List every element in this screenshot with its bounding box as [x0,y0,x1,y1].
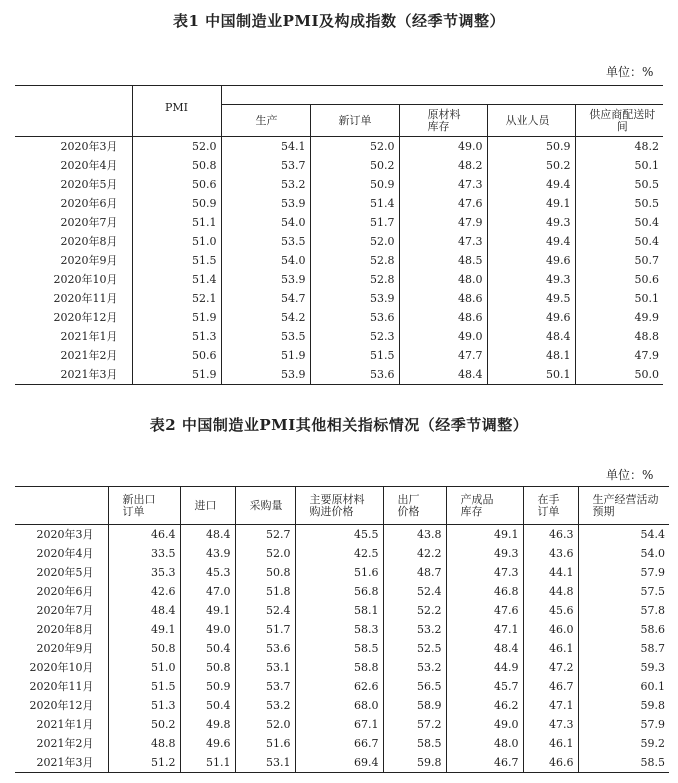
table2-cell: 58.8 [295,658,383,677]
table1-header-raw-inventory: 原材料 库存 [399,105,487,137]
table2-cell: 46.6 [523,753,578,773]
table2-unit: 单位：% [606,468,654,482]
table2-cell: 46.3 [523,525,578,545]
table1-cell: 48.6 [399,289,487,308]
table2-cell: 49.0 [446,715,523,734]
table1-row [15,289,663,308]
table2-cell: 51.6 [235,734,295,753]
table2-cell: 46.7 [523,677,578,696]
table1-cell: 48.0 [399,270,487,289]
table2-cell: 66.7 [295,734,383,753]
table1-cell: 52.3 [310,327,399,346]
table1-cell: 53.9 [221,365,310,385]
table1-cell: 50.0 [575,365,663,385]
table1-cell: 49.5 [487,289,575,308]
row-label: 2020年6月 [36,585,94,598]
table1-cell: 51.9 [132,308,221,327]
table2-cell: 47.1 [446,620,523,639]
table2-row [15,563,669,582]
table2-cell: 35.3 [108,563,180,582]
table2-row [15,658,669,677]
table1-cell: 49.3 [487,270,575,289]
table1-cell: 50.9 [310,175,399,194]
table1-cell: 53.6 [310,365,399,385]
table2-cell: 53.2 [383,620,446,639]
table2-cell: 60.1 [578,677,669,696]
table2-cell: 50.8 [108,639,180,658]
row-label: 2020年7月 [36,604,94,617]
table1-cell: 48.6 [399,308,487,327]
table1-cell: 51.9 [221,346,310,365]
table2-cell: 46.1 [523,734,578,753]
table1-header-corner [15,86,132,137]
table2-header-cell: 生产经营活动 预期 [578,487,669,525]
table1-cell: 53.9 [221,270,310,289]
table1-cell: 49.1 [487,194,575,213]
table1-cell: 52.0 [132,137,221,157]
table1-row [15,137,663,157]
row-label: 2021年3月 [36,756,94,769]
table2-cell: 46.8 [446,582,523,601]
row-label: 2021年3月 [60,368,118,381]
table1-cell: 53.5 [221,327,310,346]
table2-cell: 52.4 [383,582,446,601]
table1-row [15,270,663,289]
row-label: 2021年2月 [60,349,118,362]
table2-cell: 47.1 [523,696,578,715]
table1-cell: 50.9 [487,137,575,157]
table2-cell: 47.3 [523,715,578,734]
table2-cell: 49.1 [108,620,180,639]
table2-header-corner [15,487,108,525]
table2-cell: 67.1 [295,715,383,734]
table1-cell: 49.4 [487,232,575,251]
table1-cell: 49.6 [487,308,575,327]
table2-cell: 53.6 [235,639,295,658]
table2-cell: 53.1 [235,658,295,677]
table1-cell: 49.9 [575,308,663,327]
table1-cell: 51.9 [132,365,221,385]
table2-cell: 33.5 [108,544,180,563]
table2-row [15,677,669,696]
table2-cell: 58.5 [383,734,446,753]
table2-cell: 50.9 [180,677,235,696]
row-label: 2021年1月 [60,330,118,343]
table2-header-cell: 进口 [180,487,235,525]
table2-cell: 52.0 [235,715,295,734]
table2-cell: 43.8 [383,525,446,545]
table1-row [15,156,663,175]
table1-cell: 48.8 [575,327,663,346]
table1-cell: 49.0 [399,327,487,346]
table1-row [15,308,663,327]
table2-cell: 45.3 [180,563,235,582]
table1-cell: 50.5 [575,175,663,194]
table2-cell: 57.9 [578,563,669,582]
table1-cell: 53.9 [310,289,399,308]
table2-cell: 50.4 [180,696,235,715]
table1-cell: 47.9 [575,346,663,365]
table2-cell: 54.0 [578,544,669,563]
table1-cell: 49.3 [487,213,575,232]
table2-row [15,582,669,601]
table2-row [15,696,669,715]
table2-header-cell: 在手 订单 [523,487,578,525]
row-label: 2020年9月 [60,254,118,267]
table1-pmi-components [15,85,663,385]
table1-cell: 51.7 [310,213,399,232]
table1-cell: 50.2 [310,156,399,175]
table2-cell: 51.1 [180,753,235,773]
table2-header-cell: 新出口 订单 [108,487,180,525]
table2-pmi-other-indicators [15,486,669,773]
table1-cell: 50.5 [575,194,663,213]
table2-cell: 43.9 [180,544,235,563]
table1-cell: 48.5 [399,251,487,270]
table1-cell: 51.3 [132,327,221,346]
table1-title: 表1 中国制造业PMI及构成指数（经季节调整） [172,12,506,30]
table2-row [15,734,669,753]
table1-cell: 52.8 [310,270,399,289]
table2-cell: 50.4 [180,639,235,658]
table1-cell: 54.0 [221,213,310,232]
table2-cell: 47.2 [523,658,578,677]
table2-cell: 53.7 [235,677,295,696]
table2-cell: 50.8 [235,563,295,582]
row-label: 2020年12月 [29,699,94,712]
table1-cell: 54.7 [221,289,310,308]
table2-cell: 51.3 [108,696,180,715]
table1-cell: 51.5 [132,251,221,270]
table2-cell: 56.5 [383,677,446,696]
table2-cell: 52.7 [235,525,295,545]
table2-cell: 47.3 [446,563,523,582]
table1-cell: 47.7 [399,346,487,365]
table2-cell: 53.2 [383,658,446,677]
table1-cell: 48.2 [399,156,487,175]
table1-cell: 51.1 [132,213,221,232]
table2-cell: 49.6 [180,734,235,753]
row-label: 2020年9月 [36,642,94,655]
table2-cell: 50.8 [180,658,235,677]
table2-cell: 44.8 [523,582,578,601]
table2-cell: 45.7 [446,677,523,696]
table2-cell: 58.1 [295,601,383,620]
table2-cell: 59.2 [578,734,669,753]
row-label: 2020年4月 [60,159,118,172]
table1-cell: 52.1 [132,289,221,308]
table1-cell: 50.7 [575,251,663,270]
table2-cell: 51.6 [295,563,383,582]
table1-cell: 53.5 [221,232,310,251]
row-label: 2020年5月 [36,566,94,579]
table1-row [15,327,663,346]
table1-cell: 52.0 [310,137,399,157]
table2-cell: 42.6 [108,582,180,601]
table2-cell: 57.8 [578,601,669,620]
table1-cell: 52.0 [310,232,399,251]
table2-cell: 44.9 [446,658,523,677]
row-label: 2021年2月 [36,737,94,750]
table1-cell: 51.4 [310,194,399,213]
table2-cell: 59.8 [383,753,446,773]
table1-cell: 50.9 [132,194,221,213]
row-label: 2020年3月 [15,137,132,157]
table2-row [15,601,669,620]
row-label: 2020年12月 [53,311,118,324]
table2-row [15,753,669,773]
row-label: 2020年10月 [29,661,94,674]
table1-cell: 52.8 [310,251,399,270]
table2-cell: 48.4 [446,639,523,658]
row-label: 2020年6月 [60,197,118,210]
table1-header-group [221,86,663,105]
table1-row [15,175,663,194]
table1-header-production: 生产 [221,105,310,137]
table1-cell: 50.4 [575,232,663,251]
row-label: 2020年7月 [60,216,118,229]
row-label: 2020年11月 [53,292,118,305]
table1-cell: 47.9 [399,213,487,232]
table2-cell: 50.2 [108,715,180,734]
table1-cell: 48.4 [487,327,575,346]
table2-cell: 42.5 [295,544,383,563]
table2-row [15,715,669,734]
table2-header-cell: 产成品 库存 [446,487,523,525]
table1-cell: 49.4 [487,175,575,194]
table2-cell: 69.4 [295,753,383,773]
table2-title: 表2 中国制造业PMI其他相关指标情况（经季节调整） [149,416,529,434]
table2-cell: 42.2 [383,544,446,563]
table2-cell: 49.3 [446,544,523,563]
table1-cell: 54.1 [221,137,310,157]
table1-cell: 51.4 [132,270,221,289]
table1-cell: 47.3 [399,232,487,251]
table2-row [15,620,669,639]
table2-cell: 62.6 [295,677,383,696]
table1-cell: 50.1 [487,365,575,385]
table1-unit: 单位：% [606,65,654,79]
table1-row [15,251,663,270]
row-label: 2020年11月 [29,680,94,693]
table2-cell: 46.0 [523,620,578,639]
row-label: 2020年8月 [60,235,118,248]
table1-header-new-orders: 新订单 [310,105,399,137]
table2-cell: 49.1 [180,601,235,620]
table2-header-cell: 出厂 价格 [383,487,446,525]
table1-row [15,346,663,365]
table1-row [15,232,663,251]
table2-cell: 51.0 [108,658,180,677]
table1-cell: 47.3 [399,175,487,194]
table2-cell: 46.1 [523,639,578,658]
table1-cell: 50.6 [132,346,221,365]
table2-cell: 68.0 [295,696,383,715]
table2-cell: 58.5 [295,639,383,658]
table2-cell: 47.0 [180,582,235,601]
table2-cell: 52.2 [383,601,446,620]
table2-cell: 53.1 [235,753,295,773]
table1-cell: 54.0 [221,251,310,270]
table2-cell: 51.5 [108,677,180,696]
table2-cell: 58.7 [578,639,669,658]
table2-cell: 48.4 [108,601,180,620]
table2-cell: 51.7 [235,620,295,639]
table2-cell: 45.5 [295,525,383,545]
table1-cell: 53.9 [221,194,310,213]
table1-cell: 50.4 [575,213,663,232]
table2-cell: 49.1 [446,525,523,545]
table2-cell: 47.6 [446,601,523,620]
table1-cell: 48.4 [399,365,487,385]
table2-cell: 48.0 [446,734,523,753]
table2-cell: 58.5 [578,753,669,773]
table2-cell: 59.3 [578,658,669,677]
table1-cell: 50.8 [132,156,221,175]
table2-cell: 52.5 [383,639,446,658]
table2-cell: 58.6 [578,620,669,639]
table2-cell: 52.0 [235,544,295,563]
table2-cell: 57.2 [383,715,446,734]
table1-cell: 49.6 [487,251,575,270]
table1-cell: 50.6 [132,175,221,194]
row-label: 2020年3月 [15,525,108,545]
table1-cell: 50.2 [487,156,575,175]
table2-cell: 57.5 [578,582,669,601]
row-label: 2020年5月 [60,178,118,191]
table2-cell: 48.8 [108,734,180,753]
table2-cell: 48.7 [383,563,446,582]
table2-cell: 58.9 [383,696,446,715]
table2-cell: 59.8 [578,696,669,715]
table1-cell: 51.5 [310,346,399,365]
table2-row [15,639,669,658]
table1-cell: 50.6 [575,270,663,289]
table2-cell: 48.4 [180,525,235,545]
table1-header-employment: 从业人员 [487,105,575,137]
table1-cell: 53.7 [221,156,310,175]
table2-header-cell: 主要原材料 购进价格 [295,487,383,525]
table1-cell: 53.2 [221,175,310,194]
table1-cell: 50.1 [575,156,663,175]
table2-cell: 58.3 [295,620,383,639]
table2-header-cell: 采购量 [235,487,295,525]
table2-cell: 46.4 [108,525,180,545]
table1-cell: 50.1 [575,289,663,308]
table2-cell: 45.6 [523,601,578,620]
table2-cell: 51.2 [108,753,180,773]
table2-row [15,525,669,545]
row-label: 2020年8月 [36,623,94,636]
row-label: 2020年4月 [36,547,94,560]
table1-row [15,194,663,213]
table2-cell: 44.1 [523,563,578,582]
table2-cell: 54.4 [578,525,669,545]
table2-cell: 51.8 [235,582,295,601]
table2-row [15,544,669,563]
table2-cell: 46.2 [446,696,523,715]
table2-cell: 43.6 [523,544,578,563]
table1-cell: 48.1 [487,346,575,365]
row-label: 2021年1月 [36,718,94,731]
row-label: 2020年10月 [53,273,118,286]
table2-cell: 46.7 [446,753,523,773]
table1-cell: 48.2 [575,137,663,157]
table2-cell: 52.4 [235,601,295,620]
table2-cell: 57.9 [578,715,669,734]
table2-cell: 49.0 [180,620,235,639]
table1-cell: 49.0 [399,137,487,157]
table1-cell: 51.0 [132,232,221,251]
table2-cell: 53.2 [235,696,295,715]
table1-row [15,213,663,232]
table1-header-delivery-time: 供应商配送时 间 [575,105,663,137]
table1-cell: 53.6 [310,308,399,327]
table2-cell: 49.8 [180,715,235,734]
table1-cell: 47.6 [399,194,487,213]
table1-row [15,365,663,385]
table1-cell: 54.2 [221,308,310,327]
table2-cell: 56.8 [295,582,383,601]
table1-header-pmi: PMI [132,86,221,137]
